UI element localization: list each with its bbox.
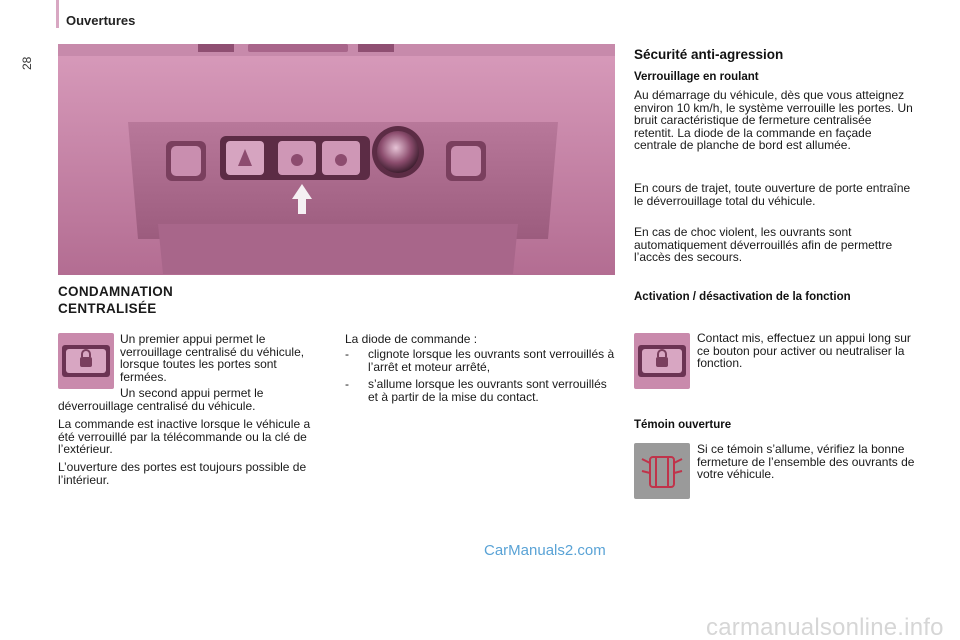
watermark-link[interactable]: CarManuals2.com (484, 542, 606, 559)
subheading-verrouillage: Verrouillage en roulant (634, 71, 759, 83)
paragraph: Un second appui permet le (120, 386, 264, 400)
paragraph: Contact mis, effectuez un appui long sur ce bouton pour activer ou neutraliser la fonction. (697, 331, 911, 370)
paragraph: En cas de choc violent, les ouvrants sont automatiquement déverrouillés afin de permettre l’accès des secours. (634, 225, 893, 264)
heading-line-2: CENTRALISÉE (58, 301, 157, 316)
bullet-dash: - (345, 377, 349, 391)
footer-watermark: carmanualsonline.info (706, 614, 944, 640)
dashboard-photo (58, 44, 615, 275)
lock-button-thumbnail (58, 333, 114, 389)
bullet-text: clignote lorsque les ouvrants sont verrouillés à l’arrêt et moteur arrêté, (368, 347, 615, 374)
subheading-temoin: Témoin ouverture (634, 419, 732, 431)
bullet-item (345, 348, 615, 373)
door-open-warning-icon (634, 443, 690, 499)
paragraph: La commande est inactive lorsque le véhicule a été verrouillé par la télécommande ou la clé de l’extérieur. (58, 417, 311, 456)
paragraph: L’ouverture des portes est toujours possible de l’intérieur. (58, 460, 307, 487)
header-accent-bar (56, 0, 59, 28)
lock-button-thumbnail (634, 333, 690, 389)
bullet-dash: - (345, 347, 349, 361)
section-title: Ouvertures (66, 13, 136, 28)
paragraph: déverrouillage centralisé du véhicule. (58, 399, 256, 413)
paragraph: Un premier appui permet le verrouillage centralisé du véhicule, lorsque toutes les portes sont fermées. (120, 332, 305, 384)
subheading-activation: Activation / désactivation de la fonction (634, 291, 851, 303)
page-number: 28 (20, 56, 34, 70)
heading-securite: Sécurité anti-agression (634, 47, 784, 62)
paragraph: Si ce témoin s’allume, vérifiez la bonne fermeture de l’ensemble des ouvrants de votre véhicule. (697, 442, 915, 481)
heading-line-1: CONDAMNATION (58, 284, 174, 299)
bullet-item (345, 378, 615, 403)
paragraph: Au démarrage du véhicule, dès que vous atteignez environ 10 km/h, le système verrouille les portes. Un bruit caractéristique de fermeture centralisée retentit. La diode de la commande en façade centrale de planche de bord est allumée. (634, 88, 913, 152)
bullet-text: s’allume lorsque les ouvrants sont verrouillés et à partir de la mise du contact. (368, 377, 607, 404)
paragraph: La diode de commande : (345, 332, 478, 346)
heading-condamnation (58, 283, 278, 317)
paragraph: En cours de trajet, toute ouverture de porte entraîne le déverrouillage total du véhicule. (634, 181, 911, 208)
